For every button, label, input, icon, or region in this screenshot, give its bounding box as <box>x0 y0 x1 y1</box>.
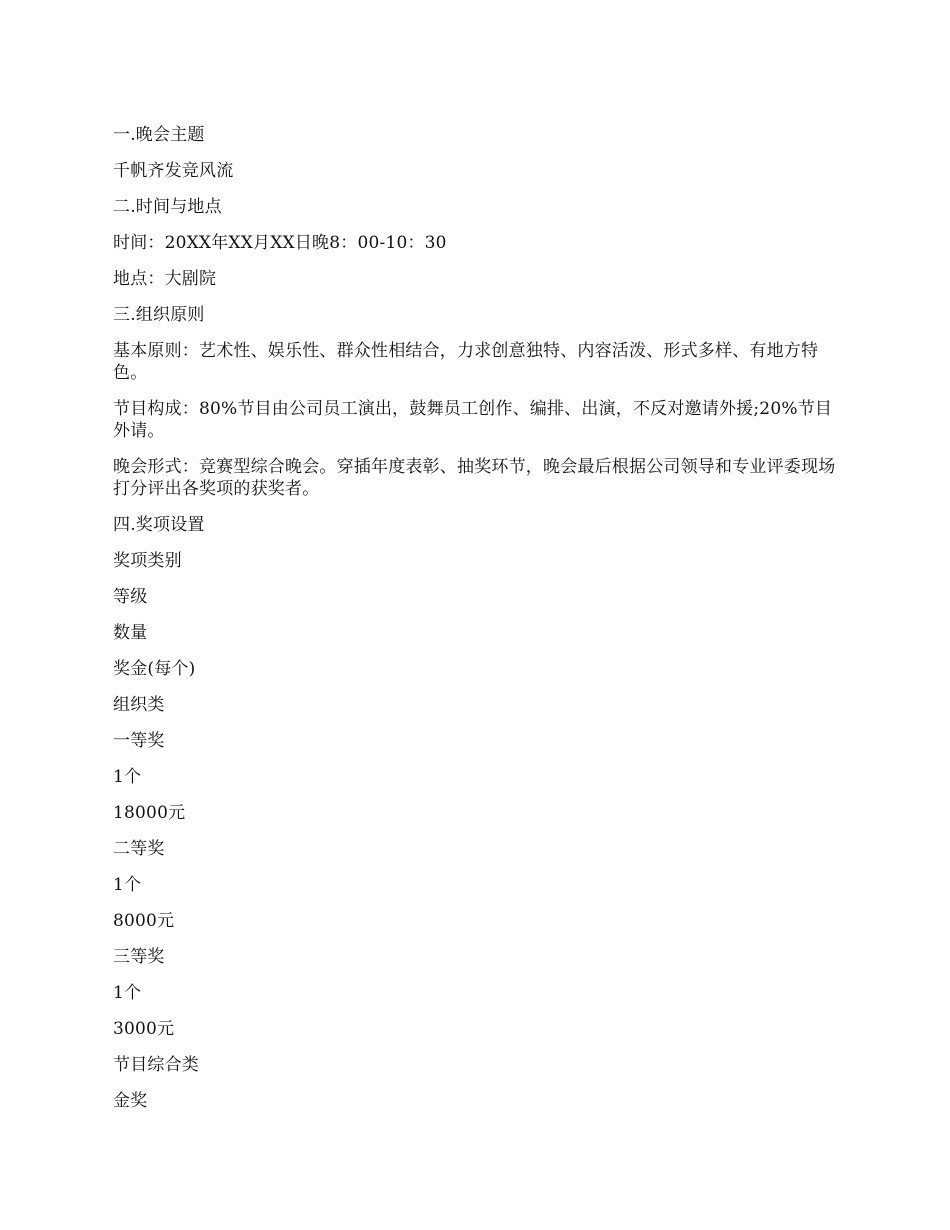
awards-level-first: 一等奖 <box>113 731 165 751</box>
paragraph-basic-principles: 基本原则：艺术性、娱乐性、群众性相结合，力求创意独特、内容活泼、形式多样、有地方特色。 <box>113 341 819 383</box>
paragraph-gala-format: 晚会形式：竞赛型综合晚会。穿插年度表彰、抽奖环节，晚会最后根据公司领导和专业评委现场打分评出各奖项的获奖者。 <box>113 457 836 499</box>
awards-level-gold: 金奖 <box>113 1091 148 1111</box>
awards-quantity: 1个 <box>113 875 142 895</box>
paragraph-theme: 千帆齐发竞风流 <box>113 161 234 181</box>
awards-quantity: 1个 <box>113 767 142 787</box>
awards-quantity: 1个 <box>113 983 142 1003</box>
awards-category-organization: 组织类 <box>113 695 165 715</box>
paragraph-place: 地点：大剧院 <box>113 269 217 289</box>
awards-bonus: 8000元 <box>113 911 175 931</box>
paragraph-time: 时间：20XX年XX月XX日晚8：00-10：30 <box>113 233 447 253</box>
section-heading-awards: 四.奖项设置 <box>113 515 205 535</box>
awards-header-quantity: 数量 <box>113 623 148 643</box>
paragraph-program-composition: 节目构成：80%节目由公司员工演出，鼓舞员工创作、编排、出演，不反对邀请外援;20%节目外请。 <box>113 399 833 441</box>
awards-level-second: 二等奖 <box>113 839 165 859</box>
awards-header-bonus: 奖金(每个) <box>113 659 196 679</box>
awards-header-category: 奖项类别 <box>113 551 182 571</box>
document-body <box>113 124 843 1126</box>
awards-bonus: 3000元 <box>113 1019 175 1039</box>
awards-header-level: 等级 <box>113 587 148 607</box>
section-heading-principles: 三.组织原则 <box>113 305 205 325</box>
section-heading-theme: 一.晚会主题 <box>113 125 205 145</box>
awards-bonus: 18000元 <box>113 803 186 823</box>
section-heading-time-place: 二.时间与地点 <box>113 197 222 217</box>
awards-category-program: 节目综合类 <box>113 1055 199 1075</box>
awards-level-third: 三等奖 <box>113 947 165 967</box>
